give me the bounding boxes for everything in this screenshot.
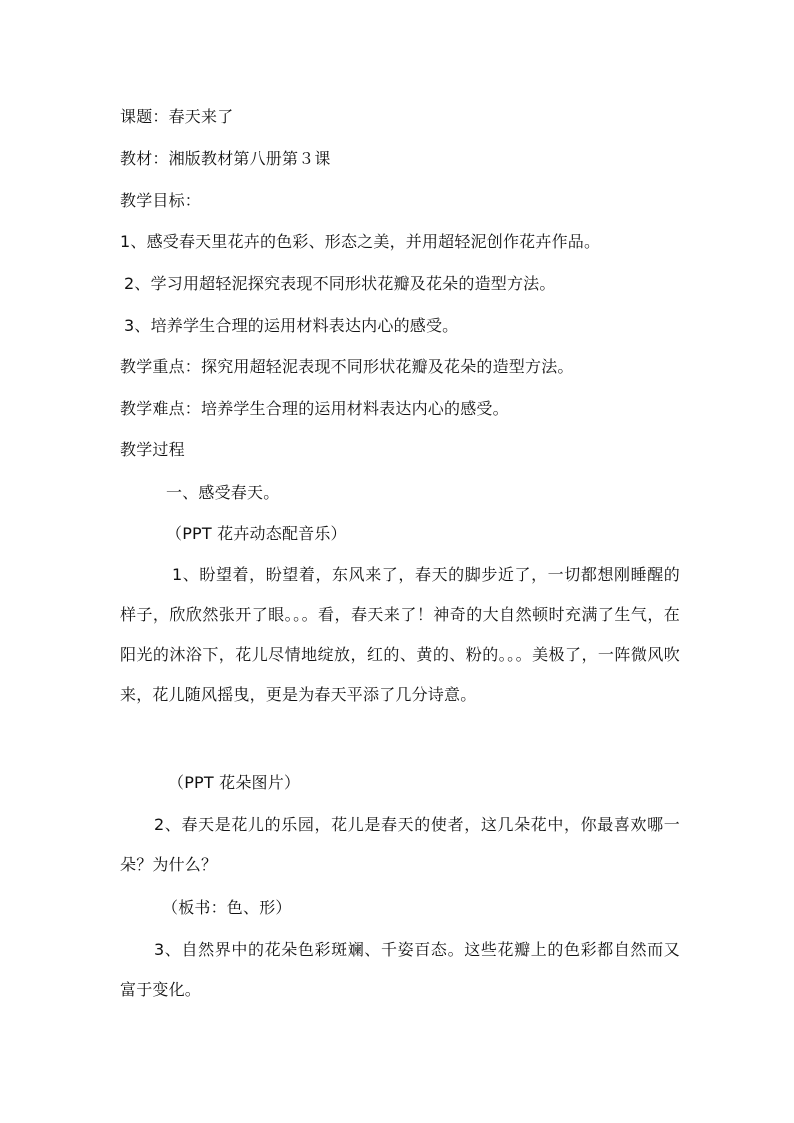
step-2-paragraph: 2、春天是花儿的乐园，花儿是春天的使者，这几朵花中，你最喜欢哪一朵？为什么？	[120, 815, 680, 874]
objectives-heading: 教学目标：	[120, 191, 202, 210]
ppt-note-2: （PPT 花朵图片）	[168, 773, 301, 792]
objective-item-3: 3、培养学生合理的运用材料表达内心的感受。	[124, 316, 459, 335]
lesson-title: 课题：春天来了	[120, 107, 234, 126]
textbook-info: 教材：湘版教材第八册第３课	[120, 149, 331, 168]
objective-item-2: 2、学习用超轻泥探究表现不同形状花瓣及花朵的造型方法。	[124, 274, 556, 293]
step-3-paragraph: 3、自然界中的花朵色彩斑斓、千姿百态。这些花瓣上的色彩都自然而又富于变化。	[120, 940, 680, 999]
board-note: （板书：色、形）	[162, 898, 292, 917]
step-1-paragraph: 1、盼望着，盼望着，东风来了，春天的脚步近了，一切都想刚睡醒的样子，欣欣然张开了眼。。。看，春天来了！神奇的大自然顿时充满了生气，在阳光的沐浴下，花儿尽情地绽放，红的、黄的、粉的。。。美极了，一阵微风吹来，花儿随风摇曳，更是为春天平添了几分诗意。	[120, 565, 680, 704]
ppt-note-1: （PPT 花卉动态配音乐）	[166, 524, 347, 543]
objective-item-1: 1、感受春天里花卉的色彩、形态之美，并用超轻泥创作花卉作品。	[120, 232, 601, 251]
section-heading-one: 一、感受春天。	[166, 483, 280, 502]
difficult-point: 教学难点：培养学生合理的运用材料表达内心的感受。	[120, 399, 509, 418]
process-heading: 教学过程	[120, 440, 185, 459]
key-point: 教学重点：探究用超轻泥表现不同形状花瓣及花朵的造型方法。	[120, 357, 574, 376]
